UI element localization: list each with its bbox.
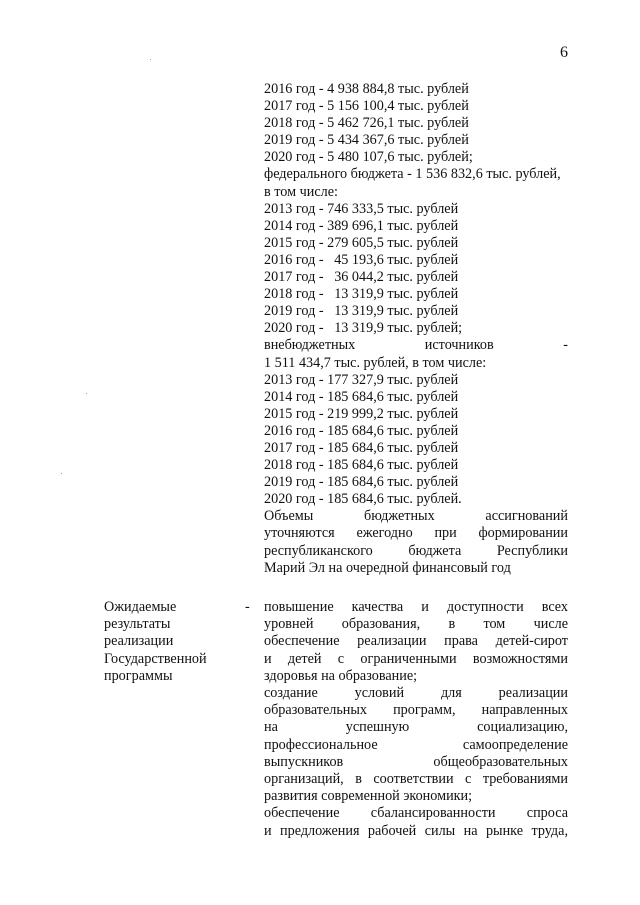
label-line: результаты bbox=[104, 616, 171, 633]
result-line: организаций, в соответствии с требованиями bbox=[264, 771, 568, 788]
budget-line: 2019 год - 185 684,6 тыс. рублей bbox=[264, 474, 459, 491]
budget-line: 2016 год - 45 193,6 тыс. рублей bbox=[264, 251, 459, 268]
budget-line: 2015 год - 219 999,2 тыс. рублей bbox=[264, 405, 459, 422]
expected-results-label bbox=[104, 599, 229, 685]
budget-line: 2016 год - 4 938 884,8 тыс. рублей bbox=[264, 81, 469, 97]
budget-line: 2017 год - 185 684,6 тыс. рублей bbox=[264, 439, 459, 456]
result-line: повышение качества и доступности всех bbox=[264, 599, 568, 615]
label-line: Ожидаемые bbox=[104, 599, 177, 615]
allocation-note-line: Марий Эл на очередной финансовый год bbox=[264, 559, 511, 576]
budget-line: 2015 год - 279 605,5 тыс. рублей bbox=[264, 234, 459, 251]
result-line: уровней образования, в том числе bbox=[264, 616, 568, 633]
scan-speck bbox=[86, 393, 87, 394]
result-line: и детей с ограниченными возможностями bbox=[264, 650, 568, 667]
budget-line: 2017 год - 36 044,2 тыс. рублей bbox=[264, 269, 459, 286]
label-line: Государственной bbox=[104, 650, 207, 667]
budget-financing-block bbox=[264, 81, 568, 577]
budget-line: 2019 год - 5 434 367,6 тыс. рублей bbox=[264, 132, 469, 149]
budget-line: 2020 год - 13 319,9 тыс. рублей; bbox=[264, 320, 463, 337]
result-line: создание условий для реализации bbox=[264, 685, 568, 702]
result-line: и предложения рабочей силы на рынке труда, bbox=[264, 822, 568, 839]
label-line: программы bbox=[104, 667, 173, 684]
budget-line: 2018 год - 5 462 726,1 тыс. рублей bbox=[264, 115, 469, 132]
allocation-note-line: уточняются ежегодно при формировании bbox=[264, 525, 568, 542]
budget-line: 2018 год - 13 319,9 тыс. рублей bbox=[264, 286, 459, 303]
result-line: на успешную социализацию, bbox=[264, 719, 568, 736]
budget-line: 2018 год - 185 684,6 тыс. рублей bbox=[264, 457, 459, 474]
budget-line: 1 511 434,7 тыс. рублей, в том числе: bbox=[264, 354, 487, 371]
budget-line: 2016 год - 185 684,6 тыс. рублей bbox=[264, 422, 459, 439]
result-line: образовательных программ, направленных bbox=[264, 702, 568, 719]
result-line: обеспечение сбалансированности спроса bbox=[264, 805, 568, 822]
page-number: 6 bbox=[560, 44, 568, 61]
label-dash: - bbox=[245, 599, 250, 615]
budget-line: 2014 год - 185 684,6 тыс. рублей bbox=[264, 388, 459, 405]
federal-budget-line: федерального бюджета - 1 536 832,6 тыс. рублей, bbox=[264, 166, 561, 183]
budget-line: 2019 год - 13 319,9 тыс. рублей bbox=[264, 303, 459, 320]
result-line: обеспечение реализации права детей-сирот bbox=[264, 633, 568, 650]
budget-line: 2013 год - 746 333,5 тыс. рублей bbox=[264, 200, 459, 217]
budget-line: в том числе: bbox=[264, 183, 338, 200]
expected-results-text bbox=[264, 599, 568, 840]
label-line: реализации bbox=[104, 633, 174, 650]
allocation-note-line: республиканского бюджета Республики bbox=[264, 542, 568, 559]
budget-line: 2014 год - 389 696,1 тыс. рублей bbox=[264, 217, 459, 234]
budget-line: 2017 год - 5 156 100,4 тыс. рублей bbox=[264, 98, 469, 115]
budget-line: 2020 год - 5 480 107,6 тыс. рублей; bbox=[264, 149, 473, 166]
scan-speck bbox=[150, 59, 151, 60]
result-line: выпускников общеобразовательных bbox=[264, 753, 568, 770]
result-line: профессиональное самоопределение bbox=[264, 736, 568, 753]
scan-speck bbox=[61, 473, 62, 474]
result-line: здоровья на образование; bbox=[264, 667, 418, 684]
budget-line: 2020 год - 185 684,6 тыс. рублей. bbox=[264, 491, 462, 508]
allocation-note-line: Объемы бюджетных ассигнований bbox=[264, 508, 568, 525]
result-line: развития современной экономики; bbox=[264, 788, 473, 805]
budget-line: 2013 год - 177 327,9 тыс. рублей bbox=[264, 371, 459, 388]
extrabudgetary-line: внебюджетных источников - bbox=[264, 337, 568, 354]
